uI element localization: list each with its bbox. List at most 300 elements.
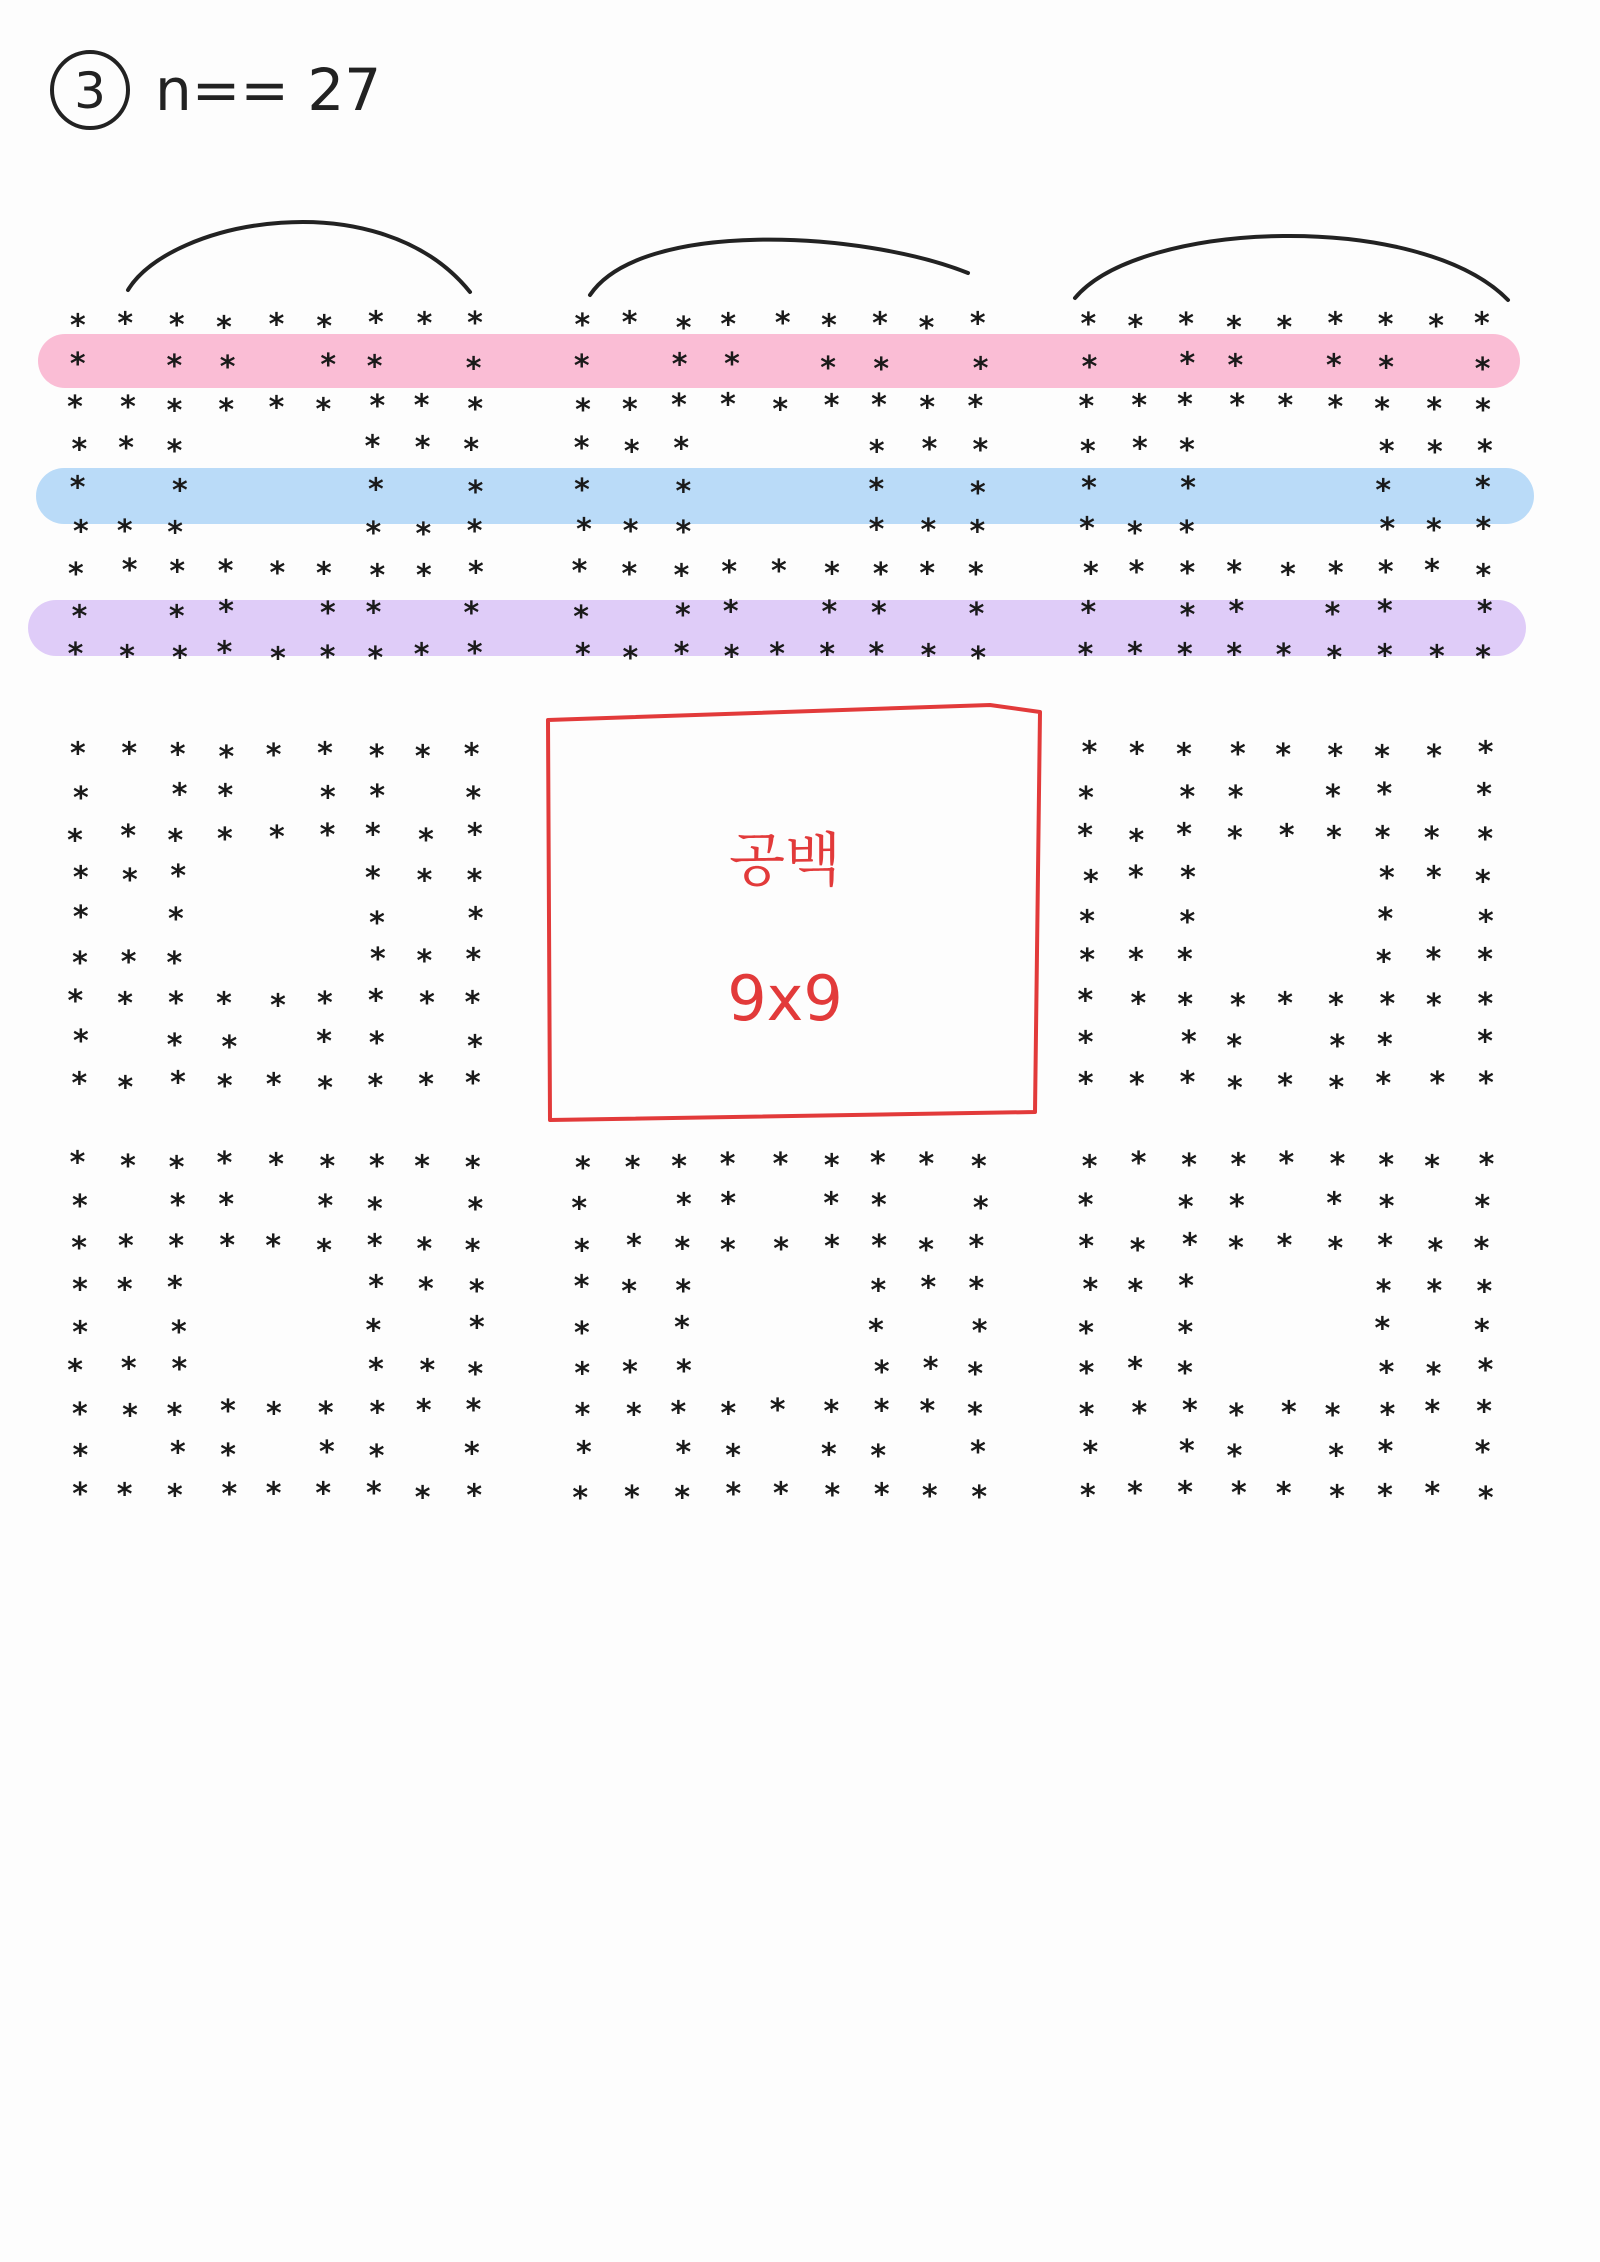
star-mark: * [1328, 1438, 1344, 1474]
star-mark: * [1079, 943, 1096, 978]
star-mark: * [674, 1480, 691, 1516]
star-mark: * [270, 641, 286, 677]
star-mark: * [269, 555, 286, 591]
star-mark: * [624, 1150, 641, 1186]
star-mark: * [773, 1231, 789, 1267]
star-mark: * [171, 1351, 188, 1387]
star-mark: * [70, 308, 86, 344]
star-mark: * [769, 636, 785, 672]
star-mark: * [572, 1481, 589, 1516]
star-mark: * [1475, 511, 1492, 547]
star-mark: * [169, 554, 186, 590]
star-mark: * [1078, 1356, 1095, 1391]
star-mark: * [1081, 1149, 1098, 1185]
star-mark: * [871, 596, 887, 631]
star-mark: * [1476, 1394, 1492, 1430]
star-mark: * [1228, 1189, 1245, 1225]
star-mark: * [720, 307, 737, 343]
star-mark: * [316, 556, 332, 592]
blank-box-label: 공백 [728, 826, 842, 894]
star-mark: * [622, 641, 639, 677]
star-mark: * [870, 1439, 887, 1475]
star-mark: * [316, 1233, 332, 1269]
star-mark: * [824, 556, 840, 592]
star-mark: * [675, 1187, 692, 1223]
star-mark: * [315, 392, 332, 428]
star-mark: * [1077, 818, 1093, 854]
star-mark: * [216, 1069, 233, 1105]
star-mark: * [1080, 307, 1097, 342]
star-mark: * [1127, 1273, 1144, 1309]
star-mark: * [364, 817, 381, 853]
star-mark: * [216, 635, 233, 671]
star-mark: * [1082, 1272, 1099, 1308]
star-mark: * [122, 1398, 138, 1434]
star-mark: * [821, 595, 838, 630]
star-mark: * [1229, 736, 1246, 772]
star-mark: * [364, 429, 381, 465]
star-mark: * [220, 1394, 236, 1430]
star-mark: * [574, 1356, 591, 1392]
star-mark: * [1129, 736, 1145, 772]
star-mark: * [1127, 1476, 1143, 1512]
star-mark: * [468, 1274, 485, 1310]
star-mark: * [1275, 1476, 1292, 1512]
star-mark: * [823, 1394, 840, 1430]
star-mark: * [921, 431, 938, 467]
star-mark: * [367, 640, 384, 676]
star-mark: * [1229, 988, 1246, 1023]
star-mark: * [1131, 1396, 1148, 1432]
header-number: 3 [74, 62, 106, 120]
star-mark: * [870, 1273, 887, 1309]
star-mark: * [719, 1147, 736, 1183]
star-mark: * [1079, 434, 1096, 470]
star-mark: * [1080, 595, 1097, 631]
star-mark: * [819, 637, 836, 673]
star-mark: * [368, 1269, 384, 1305]
star-mark: * [1177, 637, 1193, 673]
star-mark: * [1426, 739, 1442, 775]
star-mark: * [1378, 860, 1395, 896]
star-mark: * [824, 1478, 841, 1514]
star-mark: * [675, 514, 692, 550]
star-mark: * [117, 306, 134, 342]
star-mark: * [721, 554, 738, 590]
star-mark: * [464, 1150, 481, 1186]
star-mark: * [467, 474, 484, 510]
star-mark: * [575, 1435, 592, 1471]
star-mark: * [463, 432, 480, 468]
star-mark: * [217, 778, 234, 814]
star-mark: * [121, 553, 138, 588]
star-mark: * [69, 736, 86, 772]
star-mark: * [971, 1314, 988, 1349]
star-mark: * [168, 902, 184, 938]
star-mark: * [465, 1392, 482, 1428]
star-mark: * [1180, 471, 1196, 507]
star-mark: * [168, 1150, 185, 1186]
star-mark: * [1378, 434, 1395, 470]
star-mark: * [166, 393, 183, 429]
star-mark: * [72, 1397, 88, 1433]
star-mark: * [622, 1355, 638, 1391]
star-mark: * [369, 389, 386, 425]
star-mark: * [221, 1477, 238, 1513]
star-mark: * [968, 597, 985, 633]
star-mark: * [467, 817, 483, 853]
star-mark: * [1426, 434, 1443, 470]
star-mark: * [922, 1351, 939, 1387]
star-mark: * [722, 594, 739, 630]
star-mark: * [1377, 1434, 1394, 1470]
star-mark: * [773, 1476, 789, 1512]
star-mark: * [418, 822, 434, 858]
star-mark: * [216, 1146, 233, 1182]
blank-box-size: 9x9 [727, 962, 843, 1035]
star-mark: * [1078, 1316, 1094, 1351]
star-mark: * [1377, 307, 1394, 343]
highlight-row-1 [38, 334, 1520, 388]
star-mark: * [119, 639, 135, 675]
star-mark: * [415, 1393, 432, 1429]
star-mark: * [1178, 514, 1195, 550]
star-mark: * [171, 640, 188, 676]
star-mark: * [315, 1476, 332, 1512]
star-mark: * [1227, 780, 1244, 816]
star-mark: * [72, 1315, 88, 1351]
star-mark: * [316, 309, 333, 345]
star-mark: * [1324, 1397, 1341, 1433]
star-mark: * [873, 352, 890, 388]
star-mark: * [1474, 1435, 1491, 1471]
star-mark: * [319, 596, 336, 632]
star-mark: * [120, 819, 137, 855]
star-mark: * [574, 1397, 591, 1433]
star-mark: * [366, 1228, 383, 1264]
star-mark: * [626, 1228, 642, 1264]
star-mark: * [675, 1273, 692, 1309]
star-mark: * [166, 946, 183, 982]
star-mark: * [317, 1070, 333, 1106]
star-mark: * [168, 599, 185, 635]
star-mark: * [168, 1229, 185, 1265]
star-mark: * [1177, 942, 1193, 978]
star-mark: * [72, 781, 89, 817]
star-mark: * [621, 557, 638, 593]
star-mark: * [1379, 512, 1396, 548]
star-mark: * [1374, 1311, 1391, 1347]
star-mark: * [720, 1232, 736, 1268]
star-mark: * [1131, 431, 1148, 467]
star-mark: * [670, 1395, 687, 1431]
brace-block-3 [1075, 236, 1508, 300]
star-mark: * [1128, 942, 1144, 978]
star-mark: * [1077, 637, 1094, 673]
star-mark: * [1281, 1395, 1297, 1431]
star-mark: * [469, 1310, 485, 1346]
star-mark: * [574, 1150, 591, 1186]
star-mark: * [367, 983, 384, 1019]
blank-box-outline [548, 705, 1040, 1120]
star-mark: * [919, 556, 936, 592]
star-mark: * [72, 1477, 88, 1513]
highlight-row-4 [36, 468, 1534, 524]
star-mark: * [723, 639, 740, 675]
star-mark: * [467, 901, 484, 937]
star-mark: * [871, 1228, 887, 1264]
star-mark: * [69, 346, 86, 382]
star-mark: * [218, 740, 235, 776]
star-mark: * [1374, 739, 1390, 775]
star-mark: * [1477, 735, 1494, 771]
star-mark: * [116, 1477, 133, 1513]
star-mark: * [1177, 1190, 1194, 1225]
star-mark: * [368, 305, 384, 341]
star-mark: * [168, 985, 184, 1021]
star-mark: * [369, 906, 385, 942]
star-mark: * [463, 596, 480, 632]
star-mark: * [168, 308, 185, 343]
star-mark: * [1377, 902, 1394, 937]
star-mark: * [720, 1396, 737, 1432]
star-mark: * [772, 392, 789, 428]
star-mark: * [1474, 1313, 1490, 1349]
star-mark: * [72, 514, 89, 550]
star-mark: * [1424, 553, 1440, 589]
star-mark: * [571, 1191, 588, 1227]
star-mark: * [1428, 639, 1445, 675]
star-mark: * [72, 1272, 88, 1308]
star-mark: * [120, 1351, 137, 1387]
star-mark: * [369, 778, 386, 814]
star-mark: * [1178, 1269, 1194, 1304]
star-mark: * [1375, 473, 1392, 509]
star-mark: * [967, 1396, 983, 1432]
star-mark: * [367, 1068, 384, 1104]
star-mark: * [268, 820, 285, 855]
star-mark: * [1177, 387, 1193, 423]
star-mark: * [574, 1233, 590, 1269]
star-mark: * [574, 637, 591, 673]
star-mark: * [1275, 637, 1292, 673]
star-mark: * [1477, 942, 1493, 978]
star-mark: * [1128, 860, 1144, 895]
star-mark: * [1327, 390, 1344, 426]
star-mark: * [268, 1147, 284, 1183]
star-mark: * [1476, 594, 1493, 630]
star-mark: * [121, 736, 138, 772]
star-mark: * [1079, 1478, 1096, 1514]
star-mark: * [1226, 1439, 1243, 1475]
star-mark: * [1179, 1065, 1196, 1101]
star-mark: * [1228, 1398, 1245, 1434]
star-mark: * [1081, 735, 1098, 771]
row-highlights [28, 334, 1534, 656]
star-mark: * [368, 1025, 385, 1061]
star-mark: * [868, 1313, 884, 1349]
star-mark: * [919, 390, 936, 426]
star-mark: * [171, 777, 188, 813]
star-mark: * [720, 1186, 737, 1222]
star-mark: * [167, 823, 184, 859]
star-mark: * [1476, 777, 1492, 813]
star-mark: * [369, 1395, 386, 1431]
star-mark: * [413, 388, 430, 424]
star-mark: * [1327, 556, 1344, 591]
star-mark: * [1128, 554, 1145, 590]
star-mark: * [464, 1233, 481, 1269]
star-mark: * [918, 1146, 935, 1182]
star-mark: * [1127, 515, 1143, 551]
star-mark: * [1324, 597, 1341, 632]
star-mark: * [1374, 820, 1391, 856]
star-mark: * [1378, 1189, 1395, 1225]
star-mark: * [1127, 309, 1144, 345]
star-mark: * [870, 1188, 887, 1224]
star-mark: * [823, 388, 840, 424]
star-mark: * [1329, 1028, 1346, 1064]
star-mark: * [265, 1067, 282, 1103]
star-mark: * [972, 1190, 989, 1226]
star-mark: * [218, 1187, 235, 1223]
star-mark: * [1474, 1189, 1491, 1225]
star-mark: * [969, 306, 986, 342]
star-mark: * [868, 472, 885, 508]
star-mark: * [1278, 1146, 1295, 1182]
star-mark: * [419, 1353, 436, 1389]
star-mark: * [1475, 864, 1491, 900]
star-mark: * [1177, 987, 1194, 1023]
star-mark: * [1278, 818, 1295, 854]
star-mark: * [1475, 639, 1491, 675]
star-mark: * [1424, 1476, 1441, 1512]
star-mark: * [774, 306, 791, 342]
star-mark: * [1379, 1397, 1396, 1433]
star-mark: * [170, 859, 187, 894]
star-mark: * [1473, 1231, 1490, 1267]
star-mark: * [167, 1478, 183, 1514]
star-mark: * [1179, 556, 1196, 592]
star-mark: * [869, 1145, 886, 1181]
star-mark: * [170, 1065, 186, 1101]
star-mark: * [316, 1024, 332, 1060]
star-mark: * [671, 1149, 687, 1185]
star-mark: * [1226, 310, 1242, 346]
star-mark: * [265, 738, 282, 773]
star-mark: * [1181, 1393, 1198, 1429]
star-mark: * [1179, 779, 1196, 815]
star-mark: * [416, 863, 433, 899]
star-mark: * [972, 351, 989, 387]
star-mark: * [1277, 388, 1294, 424]
star-mark: * [1078, 1397, 1095, 1433]
star-mark: * [725, 1438, 741, 1474]
star-mark: * [571, 554, 588, 590]
star-mark: * [771, 553, 787, 589]
star-mark: * [366, 1475, 382, 1511]
star-mark: * [868, 636, 885, 672]
star-mark: * [970, 641, 987, 677]
star-mark: * [414, 430, 431, 466]
star-mark: * [1478, 904, 1494, 940]
star-mark: * [221, 1030, 238, 1065]
star-mark: * [166, 1397, 183, 1433]
star-mark: * [1476, 1274, 1493, 1310]
star-mark: * [413, 637, 430, 673]
star-mark: * [1078, 389, 1095, 425]
star-mark: * [1181, 1148, 1197, 1183]
star-mark: * [725, 1476, 742, 1512]
star-mark: * [1375, 944, 1392, 980]
star-mark: * [463, 1436, 480, 1472]
star-mark: * [1326, 820, 1342, 856]
star-mark: * [169, 1435, 186, 1471]
star-mark: * [772, 1147, 789, 1182]
star-mark: * [626, 1397, 642, 1433]
star-mark: * [319, 818, 336, 854]
star-mark: * [573, 431, 590, 467]
star-mark: * [1082, 864, 1099, 900]
star-mark: * [1180, 1024, 1197, 1060]
star-mark: * [71, 599, 88, 635]
star-mark: * [464, 985, 481, 1021]
star-mark: * [1228, 1230, 1244, 1266]
star-mark: * [1280, 557, 1296, 593]
star-mark: * [465, 781, 482, 816]
star-mark: * [266, 1396, 282, 1432]
star-mark: * [1226, 637, 1243, 673]
star-mark: * [1376, 1027, 1393, 1063]
star-mark: * [169, 1187, 186, 1223]
star-mark: * [466, 1478, 483, 1514]
star-mark: * [1378, 350, 1394, 386]
star-mark: * [71, 432, 88, 468]
star-mark: * [868, 434, 885, 470]
star-mark: * [418, 1271, 434, 1307]
star-mark: * [1229, 388, 1246, 424]
star-mark: * [1427, 1233, 1444, 1269]
block-braces [128, 222, 1508, 300]
star-mark: * [1179, 433, 1195, 469]
star-mark: * [1176, 737, 1192, 773]
star-mark: * [1476, 433, 1493, 469]
star-mark: * [873, 1477, 890, 1513]
star-mark: * [673, 431, 690, 467]
star-mark: * [419, 986, 435, 1021]
star-mark: * [167, 515, 183, 551]
star-mark: * [967, 557, 984, 593]
star-mark: * [368, 1149, 385, 1185]
star-mark: * [1177, 1315, 1194, 1351]
star-mark: * [1477, 987, 1494, 1022]
star-mark: * [365, 1313, 382, 1349]
star-mark: * [166, 1270, 183, 1306]
star-mark: * [576, 512, 592, 548]
star-mark: * [366, 349, 383, 385]
star-mark: * [769, 1393, 786, 1429]
star-mark: * [1276, 1228, 1293, 1264]
star-mark: * [676, 1354, 692, 1390]
star-mark: * [1327, 738, 1344, 774]
star-mark: * [872, 557, 889, 592]
star-mark: * [1077, 1188, 1094, 1224]
star-mark: * [1327, 306, 1344, 342]
star-mark: * [972, 433, 989, 468]
star-mark: * [873, 1393, 890, 1429]
star-mark: * [1130, 1145, 1147, 1181]
star-mark: * [1226, 555, 1243, 591]
